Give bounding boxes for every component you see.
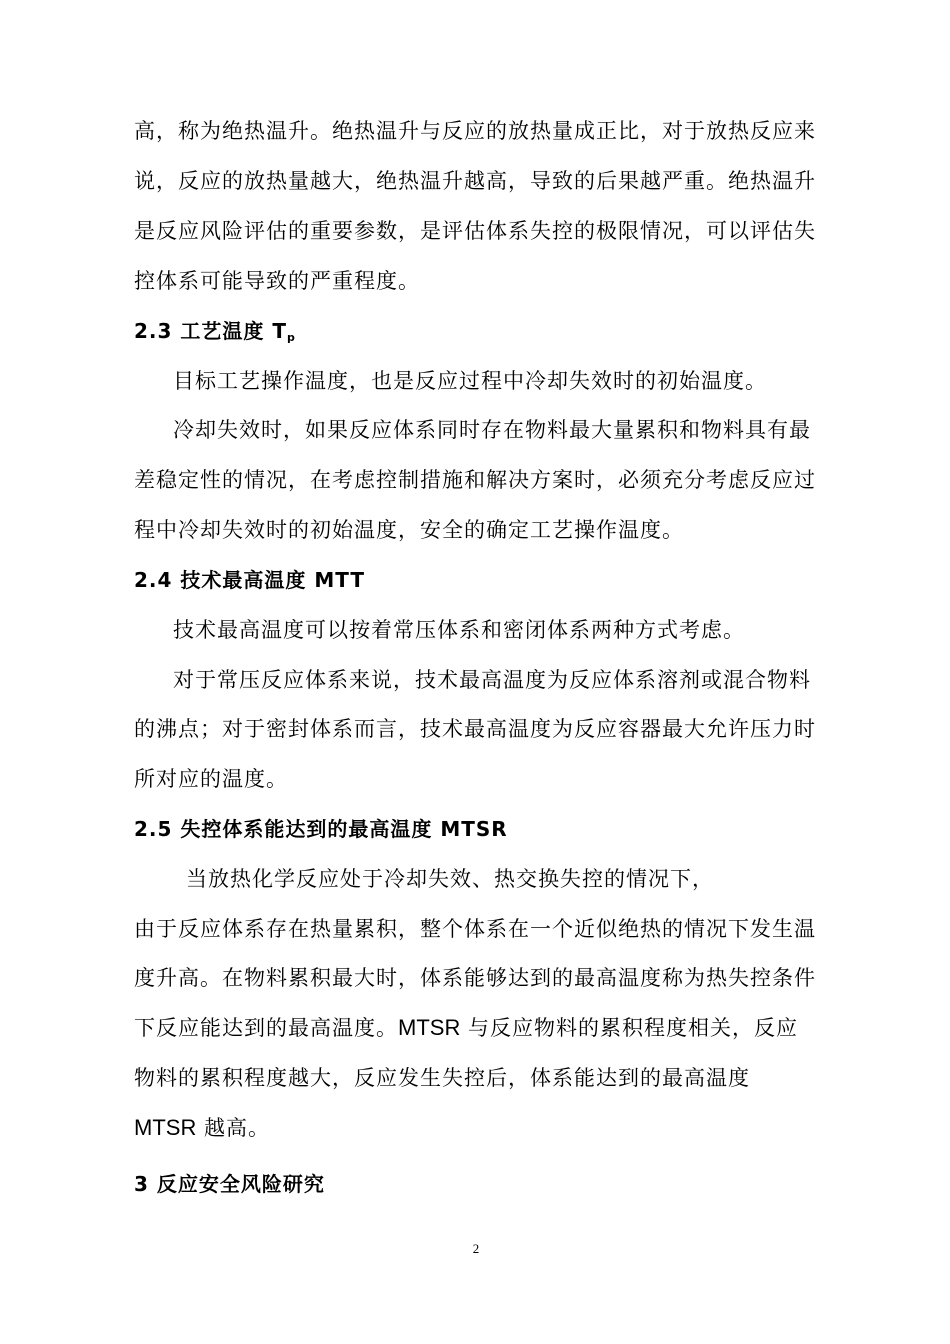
paragraph-line: 对于常压反应体系来说，技术最高温度为反应体系溶剂或混合物料 — [173, 668, 811, 692]
paragraph-line: 是反应风险评估的重要参数，是评估体系失控的极限情况，可以评估失 — [134, 219, 816, 243]
text-run-latin: MTSR — [398, 1015, 461, 1040]
paragraph-line: 控体系可能导致的严重程度。 — [134, 269, 420, 293]
paragraph-line: 程中冷却失效时的初始温度，安全的确定工艺操作温度。 — [134, 518, 684, 542]
paragraph-line: 的沸点；对于密封体系而言，技术最高温度为反应容器最大允许压力时 — [134, 717, 816, 741]
text-run: 与反应物料的累积程度相关，反应 — [460, 1016, 799, 1040]
text-run: 越高。 — [196, 1116, 271, 1140]
section-heading-2-4: 2.4 技术最高温度 MTT — [134, 568, 366, 592]
paragraph-line: 高，称为绝热温升。绝热温升与反应的放热量成正比，对于放热反应来 — [134, 119, 816, 143]
heading-subscript: p — [287, 331, 296, 344]
page-number: 2 — [472, 1241, 480, 1256]
paragraph-line: 度升高。在物料累积最大时，体系能够达到的最高温度称为热失控条件 — [134, 966, 816, 990]
paragraph-line: 目标工艺操作温度，也是反应过程中冷却失效时的初始温度。 — [173, 369, 767, 393]
paragraph-line: 说，反应的放热量越大，绝热温升越高，导致的后果越严重。绝热温升 — [134, 169, 816, 193]
section-heading-2-3 — [134, 316, 296, 353]
text-run: 下反应能达到的最高温度。 — [134, 1016, 398, 1040]
paragraph-line: 技术最高温度可以按着常压体系和密闭体系两种方式考虑。 — [173, 618, 745, 642]
paragraph-line: 由于反应体系存在热量累积，整个体系在一个近似绝热的情况下发生温 — [134, 917, 816, 941]
section-heading-3: 3 反应安全风险研究 — [134, 1172, 325, 1196]
section-heading-2-5: 2.5 失控体系能达到的最高温度 MTSR — [134, 817, 508, 841]
paragraph-line — [134, 1013, 798, 1043]
paragraph-line: 当放热化学反应处于冷却失效、热交换失控的情况下， — [186, 867, 714, 891]
heading-text: 2.3 工艺温度 T — [134, 319, 287, 343]
paragraph-line: 冷却失效时，如果反应体系同时存在物料最大量累积和物料具有最 — [173, 418, 811, 442]
paragraph-line: 物料的累积程度越大，反应发生失控后，体系能达到的最高温度 — [134, 1066, 750, 1090]
paragraph-line: 差稳定性的情况，在考虑控制措施和解决方案时，必须充分考虑反应过 — [134, 468, 816, 492]
paragraph-line: 所对应的温度。 — [134, 767, 288, 791]
paragraph-line — [134, 1113, 270, 1143]
text-run-latin: MTSR — [134, 1115, 197, 1140]
